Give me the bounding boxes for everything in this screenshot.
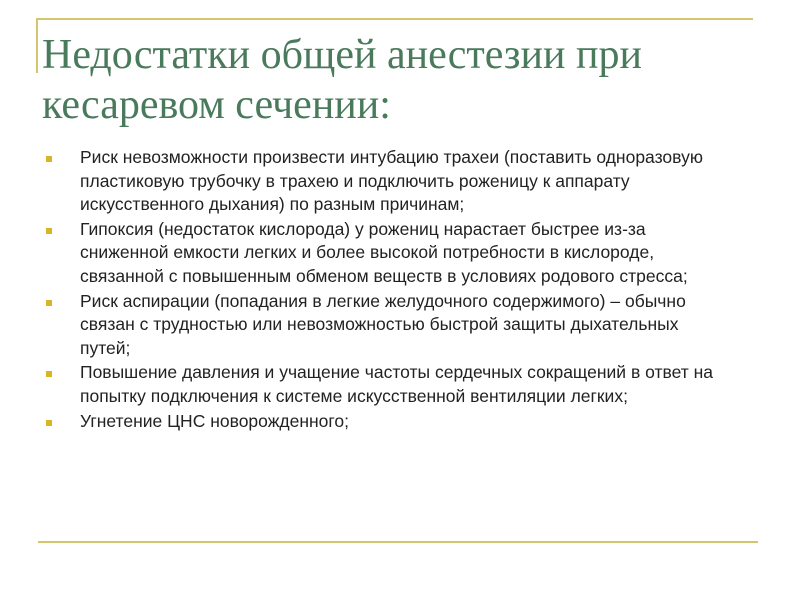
- bullet-text: Угнетение ЦНС новорожденного;: [80, 410, 350, 431]
- bullet-text: Риск невозможности произвести интубацию трахеи (поставить одноразовую пластиковую трубочку в трахею и подключить роженицу к аппарату искусственного дыхания) по разным причинам;: [80, 147, 703, 215]
- list-item: [46, 146, 726, 217]
- list-item: [46, 290, 726, 361]
- bullet-square-icon: [46, 371, 52, 377]
- left-divider: [36, 18, 38, 73]
- bullet-square-icon: [46, 300, 52, 306]
- bullet-text: Риск аспирации (попадания в легкие желудочного содержимого) – обычно связан с трудностью или невозможностью быстрой защиты дыхательных путей;: [80, 290, 686, 358]
- list-item: [46, 410, 726, 434]
- list-item: [46, 218, 726, 289]
- slide-title: [42, 30, 752, 130]
- bullet-square-icon: [46, 228, 52, 234]
- bullet-text: Гипоксия (недостаток кислорода) у рожениц нарастает быстрее из-за сниженной емкости легких и более высокой потребности в кислороде, связанной с повышенным обменом веществ в условиях родового стресса;: [80, 218, 688, 286]
- bottom-divider: [38, 541, 758, 543]
- list-item: [46, 361, 726, 408]
- bullet-list: [46, 146, 726, 434]
- bullet-text: Повышение давления и учащение частоты сердечных сокращений в ответ на попытку подключения к системе искусственной вентиляции легких;: [80, 362, 713, 406]
- bullet-square-icon: [46, 420, 52, 426]
- slide-title-line-2: кесаревом сечении:: [42, 82, 391, 128]
- slide-title-line-1: Недостатки общей анестезии при: [42, 32, 642, 78]
- top-divider: [36, 18, 753, 20]
- bullet-square-icon: [46, 156, 52, 162]
